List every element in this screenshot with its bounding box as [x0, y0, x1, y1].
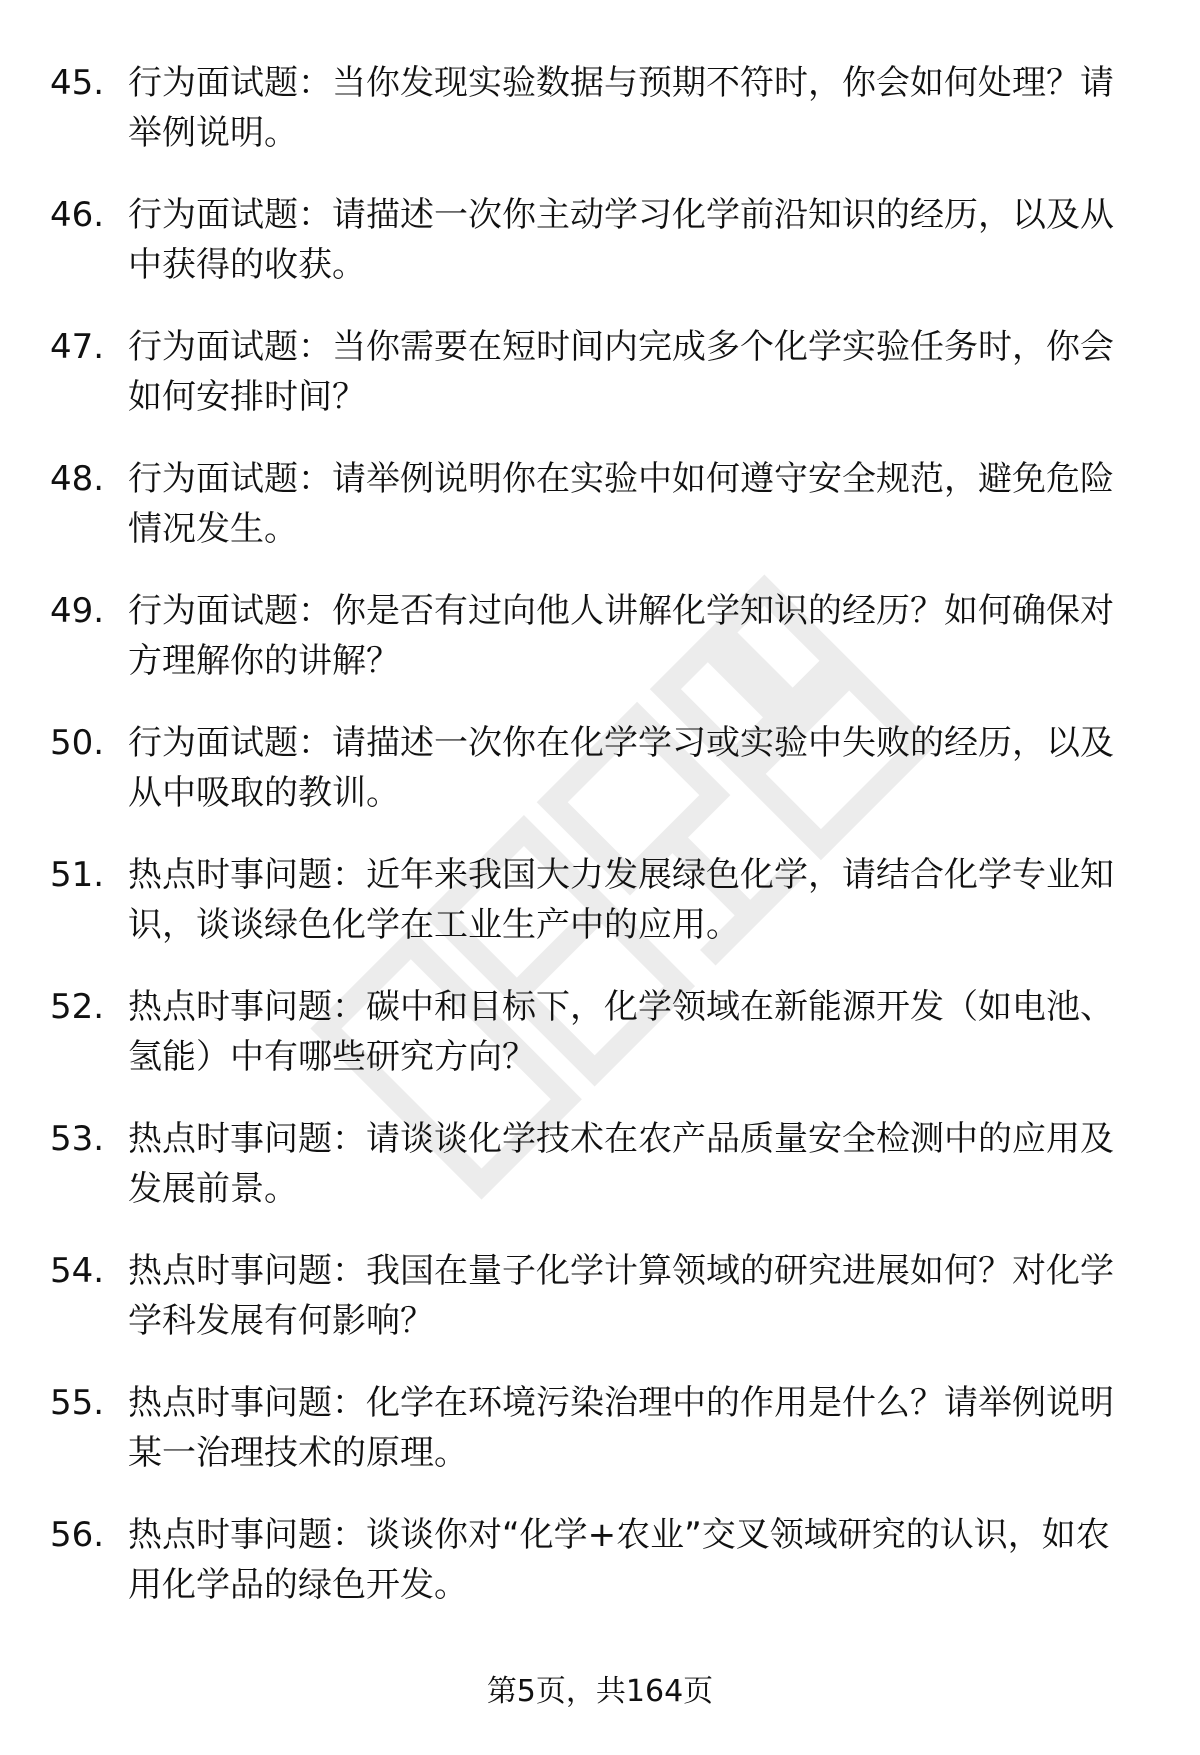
question-text: 行为面试题：当你需要在短时间内完成多个化学实验任务时，你会如何安排时间？: [128, 327, 1114, 417]
question-item: [0, 1378, 1200, 1510]
question-item: [0, 1510, 1200, 1642]
question-text: 热点时事问题：化学在环境污染治理中的作用是什么？请举例说明某一治理技术的原理。: [128, 1383, 1114, 1473]
question-item: [0, 850, 1200, 982]
question-number: 54.: [50, 1251, 105, 1291]
question-item: [0, 1114, 1200, 1246]
question-text: 行为面试题：请描述一次你主动学习化学前沿知识的经历，以及从中获得的收获。: [128, 195, 1114, 285]
question-text: 行为面试题：当你发现实验数据与预期不符时，你会如何处理？请举例说明。: [128, 63, 1114, 153]
question-text: 热点时事问题：我国在量子化学计算领域的研究进展如何？对化学学科发展有何影响？: [128, 1251, 1114, 1341]
question-number: 46.: [50, 195, 105, 235]
page-number-footer: 第5页，共164页: [486, 1674, 714, 1709]
question-item: [0, 982, 1200, 1114]
question-text: 热点时事问题：请谈谈化学技术在农产品质量安全检测中的应用及发展前景。: [128, 1119, 1114, 1209]
question-number: 51.: [50, 855, 105, 895]
question-text: 行为面试题：请描述一次你在化学学习或实验中失败的经历，以及从中吸取的教训。: [128, 723, 1114, 813]
question-item: [0, 190, 1200, 322]
question-number: 52.: [50, 987, 105, 1027]
question-text: 热点时事问题：近年来我国大力发展绿色化学，请结合化学专业知识，谈谈绿色化学在工业生产中的应用。: [128, 855, 1114, 945]
question-text: 行为面试题：你是否有过向他人讲解化学知识的经历？如何确保对方理解你的讲解？: [128, 591, 1114, 681]
question-number: 45.: [50, 63, 105, 103]
question-item: [0, 718, 1200, 850]
question-text: 行为面试题：请举例说明你在实验中如何遵守安全规范，避免危险情况发生。: [128, 459, 1114, 549]
question-number: 53.: [50, 1119, 105, 1159]
question-item: [0, 322, 1200, 454]
question-number: 50.: [50, 723, 105, 763]
question-text: 热点时事问题：碳中和目标下，化学领域在新能源开发（如电池、氢能）中有哪些研究方向？: [128, 987, 1114, 1077]
question-number: 47.: [50, 327, 105, 367]
question-item: [0, 1246, 1200, 1378]
question-item: [0, 58, 1200, 190]
question-number: 56.: [50, 1515, 105, 1555]
question-text: 热点时事问题：谈谈你对“化学+农业”交叉领域研究的认识，如农用化学品的绿色开发。: [128, 1515, 1110, 1605]
question-number: 48.: [50, 459, 105, 499]
question-number: 55.: [50, 1383, 105, 1423]
question-number: 49.: [50, 591, 105, 631]
question-list: [0, 58, 1200, 1642]
question-item: [0, 586, 1200, 718]
question-item: [0, 454, 1200, 586]
